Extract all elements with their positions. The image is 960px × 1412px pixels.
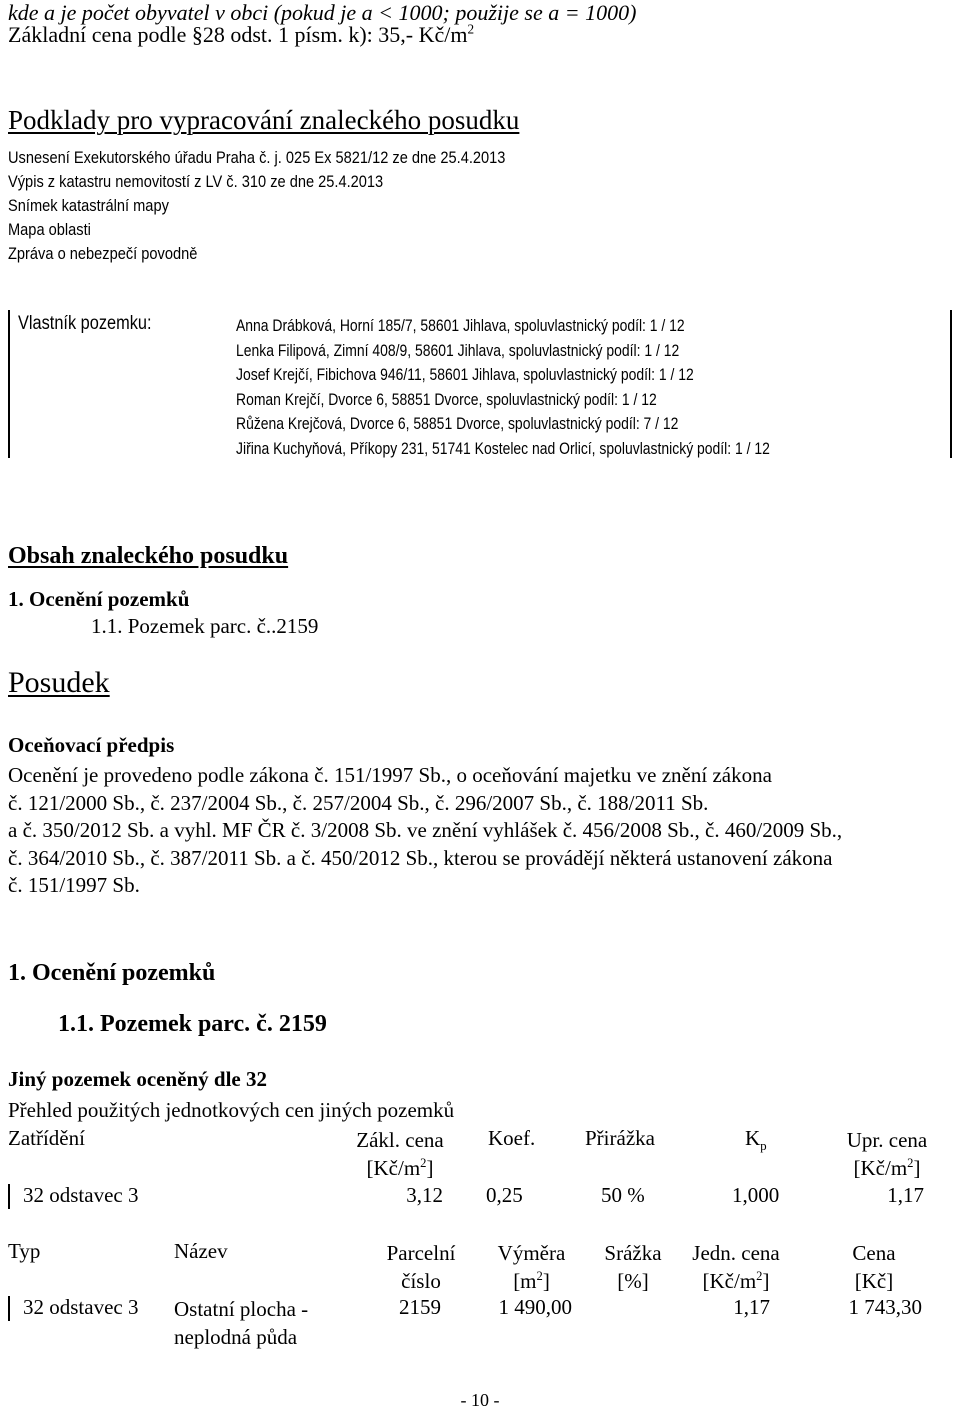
owner-entry: Lenka Filipová, Zimní 408/9, 58601 Jihlava, spoluvlastnický podíl: 1 / 12 <box>236 340 680 360</box>
t1-header-upr-cena-label: Upr. cena <box>846 1128 928 1152</box>
owners-box-left-border <box>8 310 10 458</box>
predpis-line: č. 121/2000 Sb., č. 237/2004 Sb., č. 257/2004 Sb., č. 296/2007 Sb., č. 188/2011 Sb. <box>8 790 709 815</box>
unit-close: ] <box>762 1269 770 1293</box>
unit-sup: 2 <box>907 1156 914 1170</box>
t1-header-koef: Koef. <box>488 1126 536 1150</box>
t2-header-nazev: Název <box>174 1239 228 1263</box>
unit-text: [Kč/m <box>366 1156 421 1180</box>
t2-header-cena-label: Cena <box>852 1241 896 1265</box>
base-price-line <box>8 22 474 48</box>
obsah-item-1-1: 1.1. Pozemek parc. č..2159 <box>91 614 319 638</box>
t1-cell-koef: 0,25 <box>486 1183 523 1207</box>
section-heading-1-1: 1.1. Pozemek parc. č. 2159 <box>58 1011 327 1037</box>
section-heading-jiny: Jiný pozemek oceněný dle 32 <box>8 1067 267 1091</box>
unit-close: ] <box>913 1156 921 1180</box>
predpis-line: č. 151/1997 Sb. <box>8 873 140 897</box>
overview-caption: Přehled použitých jednotkových cen jiných pozemků <box>8 1098 455 1122</box>
podklady-item: Snímek katastrální mapy <box>8 196 169 215</box>
kp-text: K <box>745 1126 761 1150</box>
t2-header-cena-unit: [Kč] <box>854 1269 894 1293</box>
t2-header-parcelni <box>366 1239 476 1295</box>
t2-cell-parcelni: 2159 <box>399 1295 441 1319</box>
unit-close: ] <box>542 1269 550 1293</box>
owners-box-right-border <box>950 310 952 458</box>
t1-cell-upr-cena: 1,17 <box>887 1183 924 1207</box>
t1-header-zakl-cena-unit <box>335 1154 465 1182</box>
podklady-item: Mapa oblasti <box>8 220 91 239</box>
t2-header-srazka-label: Srážka <box>604 1241 662 1265</box>
unit-sup: 2 <box>420 1156 427 1170</box>
unit-text: [Kč/m <box>853 1156 908 1180</box>
unit-text: [m <box>513 1269 537 1293</box>
formula-note: kde a je počet obyvatel v obci (pokud je a < 1000; použije se a = 1000) <box>8 0 637 25</box>
owner-entry: Růžena Krejčová, Dvorce 6, 58851 Dvorce, spoluvlastnický podíl: 7 / 12 <box>236 414 679 433</box>
t1-cell-kp: 1,000 <box>732 1183 780 1207</box>
unit-sup: 2 <box>756 1269 763 1283</box>
owner-entry: Roman Krejčí, Dvorce 6, 58851 Dvorce, spoluvlastnický podíl: 1 / 12 <box>236 389 657 409</box>
predpis-heading: Oceňovací předpis <box>8 733 175 757</box>
predpis-line: č. 364/2010 Sb., č. 387/2011 Sb. a č. 450/2012 Sb., kterou se provádějí některá ustanovení zákona <box>8 845 833 870</box>
t1-cell-zakl-cena: 3,12 <box>406 1183 443 1207</box>
t1-header-zakl-cena-label: Zákl. cena <box>356 1128 444 1152</box>
section-heading-1: 1. Ocenění pozemků <box>8 960 216 986</box>
kp-sub: p <box>760 1138 767 1154</box>
base-price-text: Základní cena podle §28 odst. 1 písm. k): 35,- Kč/m <box>8 22 468 47</box>
predpis-line: Ocenění je provedeno podle zákona č. 151/1997 Sb., o oceňování majetku ve znění zákona <box>8 763 772 787</box>
t1-row-marker <box>8 1184 10 1209</box>
t2-header-jedn-cena-unit <box>680 1267 792 1295</box>
t2-cell-vymera: 1 490,00 <box>498 1295 572 1319</box>
owner-entry: Josef Krejčí, Fibichova 946/11, 58601 Jihlava, spoluvlastnický podíl: 1 / 12 <box>236 365 694 384</box>
owner-entry: Jiřina Kuchyňová, Příkopy 231, 51741 Kostelec nad Orlicí, spoluvlastnický podíl: 1 / 12 <box>236 438 770 458</box>
unit-text: [Kč/m <box>702 1269 757 1293</box>
t2-header-parcelni-label: Parcelní <box>386 1241 456 1265</box>
podklady-heading: Podklady pro vypracování znaleckého posudku <box>8 105 520 135</box>
t1-header-prirazka: Přirážka <box>585 1126 655 1150</box>
t2-cell-cena: 1 743,30 <box>848 1295 922 1319</box>
t2-header-vymera-unit <box>479 1267 584 1295</box>
t1-header-kp <box>745 1126 767 1154</box>
predpis-line: a č. 350/2012 Sb. a vyhl. MF ČR č. 3/2008 Sb. ve znění vyhlášek č. 456/2008 Sb., č. 460/2009 Sb., <box>8 818 843 842</box>
obsah-item-1: 1. Ocenění pozemků <box>8 587 190 611</box>
t1-cell-zatrideni: 32 odstavec 3 <box>23 1183 139 1207</box>
t1-header-zakl-cena <box>335 1126 465 1182</box>
t2-header-typ: Typ <box>8 1239 41 1263</box>
t2-row-marker <box>8 1296 10 1321</box>
unit-sup: 2 <box>536 1269 543 1283</box>
t1-header-zatrideni: Zatřídění <box>8 1126 85 1150</box>
t2-cell-nazev-line2: neplodná půda <box>174 1325 298 1349</box>
unit-close: ] <box>426 1156 434 1180</box>
podklady-item: Výpis z katastru nemovitostí z LV č. 310 ze dne 25.4.2013 <box>8 172 384 191</box>
base-price-sup: 2 <box>467 21 475 37</box>
podklady-list <box>8 146 505 266</box>
owner-entry: Anna Drábková, Horní 185/7, 58601 Jihlava, spoluvlastnický podíl: 1 / 12 <box>236 316 685 335</box>
t1-header-upr-cena-unit <box>822 1154 952 1182</box>
posudek-heading: Posudek <box>8 666 110 699</box>
t2-header-vymera-label: Výměra <box>497 1241 566 1265</box>
t2-header-jedn-cena <box>680 1239 792 1295</box>
t2-header-cena <box>826 1239 922 1295</box>
t2-header-vymera <box>479 1239 584 1295</box>
t2-header-parcelni-label2: číslo <box>401 1269 441 1293</box>
t2-header-srazka <box>588 1239 678 1295</box>
owners-label: Vlastník pozemku: <box>18 313 152 334</box>
predpis-text <box>8 762 842 900</box>
t2-cell-typ: 32 odstavec 3 <box>23 1295 139 1319</box>
podklady-item: Zpráva o nebezpečí povodně <box>8 244 198 263</box>
t2-header-srazka-unit: [%] <box>617 1269 649 1293</box>
t2-header-jedn-cena-label: Jedn. cena <box>692 1241 780 1265</box>
podklady-item: Usnesení Exekutorského úřadu Praha č. j. 025 Ex 5821/12 ze dne 25.4.2013 <box>8 148 506 167</box>
t2-cell-jedn-cena: 1,17 <box>733 1295 770 1319</box>
t2-cell-nazev <box>174 1295 308 1351</box>
obsah-heading: Obsah znaleckého posudku <box>8 543 289 569</box>
t1-cell-prirazka: 50 % <box>601 1183 645 1207</box>
owners-list <box>236 314 770 461</box>
page-number: - 10 - <box>460 1390 500 1410</box>
t2-cell-nazev-line1: Ostatní plocha - <box>174 1297 309 1321</box>
t1-header-upr-cena <box>822 1126 952 1182</box>
